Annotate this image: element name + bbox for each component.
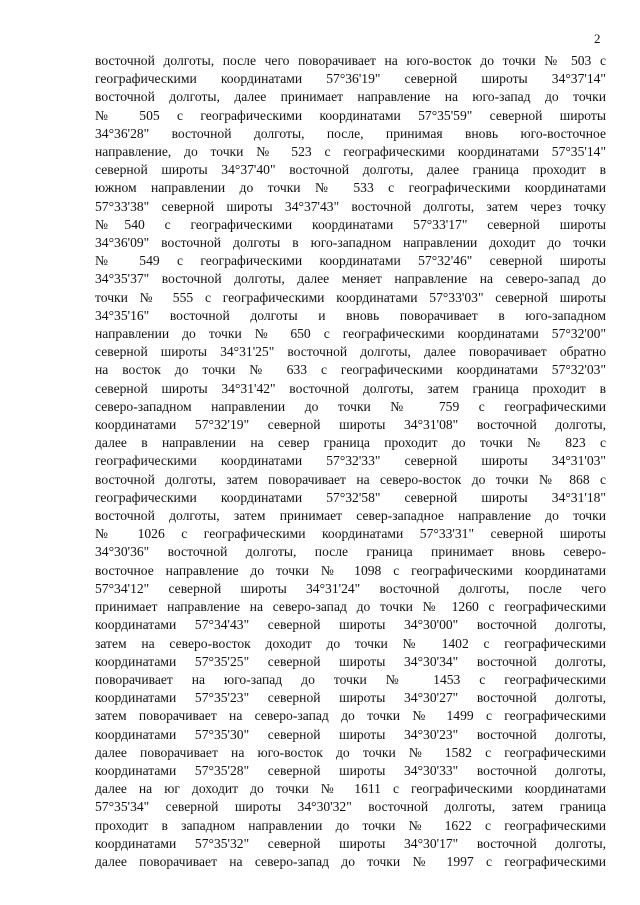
text-line: северной широты 34°31'42" восточной долготы, затем граница проходит в <box>95 380 606 396</box>
text-line: 57°33'38" северной широты 34°37'43" восточной долготы, затем через точку <box>95 198 606 214</box>
text-line: восточной долготы, затем поворачивает на северо-восток до точки № 868 с <box>95 471 606 487</box>
text-line: 34°35'37" восточной долготы, далее меняет направление на северо-запад до <box>95 271 606 287</box>
text-line: 34°35'16" восточной долготы и вновь поворачивает в юго-западном <box>95 307 606 323</box>
text-line: 34°36'09" восточной долготы в юго-западном направлении доходит до точки <box>95 235 606 251</box>
text-line: 34°36'28" восточной долготы, после, принимая вновь юго-восточное <box>95 125 606 141</box>
text-line: координатами 57°32'19" северной широты 34°31'08" восточной долготы, <box>95 417 606 433</box>
text-line: проходит в западном направлении до точки № 1622 с географическими <box>95 817 606 833</box>
text-line: координатами 57°35'23" северной широты 34°30'27" восточной долготы, <box>95 690 606 706</box>
page-number: 2 <box>594 31 601 46</box>
text-line: поворачивает на юго-запад до точки № 1453 с географическими <box>95 671 606 687</box>
text-line: координатами 57°35'28" северной широты 34°30'33" восточной долготы, <box>95 762 606 778</box>
text-line: затем на северо-восток доходит до точки № 1402 с географическими <box>95 635 606 651</box>
text-line: № 549 с географическими координатами 57°32'46" северной широты <box>95 253 606 269</box>
text-line: координатами 57°35'30" северной широты 34°30'23" восточной долготы, <box>95 726 606 742</box>
text-line: далее на юг доходит до точки № 1611 с географическими координатами <box>95 781 606 797</box>
text-line: точки № 555 с географическими координатами 57°33'03" северной широты <box>95 289 606 305</box>
text-line: координатами 57°35'25" северной широты 34°30'34" восточной долготы, <box>95 653 606 669</box>
text-line: № 505 с географическими координатами 57°35'59" северной широты <box>95 107 606 123</box>
text-line: восточной долготы, далее принимает направление на юго-запад до точки <box>95 89 606 105</box>
text-line: географическими координатами 57°32'58" северной широты 34°31'18" <box>95 489 606 505</box>
text-line: направление, до точки № 523 с географическими координатами 57°35'14" <box>95 144 606 160</box>
text-line: направлении до точки № 650 с географическими координатами 57°32'00" <box>95 326 606 342</box>
text-line: северо-западном направлении до точки № 759 с географическими <box>95 398 606 414</box>
text-line: 57°35'34" северной широты 34°30'32" восточной долготы, затем граница <box>95 799 606 815</box>
text-line: принимает направление на северо-запад до точки № 1260 с географическими <box>95 599 606 615</box>
text-line: северной широты 34°37'40" восточной долготы, далее граница проходит в <box>95 162 606 178</box>
text-line: восточное направление до точки № 1098 с географическими координатами <box>95 562 606 578</box>
text-line: далее поворачивает на юго-восток до точки № 1582 с географическими <box>95 744 606 760</box>
text-line: затем поворачивает на северо-запад до точки № 1499 с географическими <box>95 708 606 724</box>
text-line: 34°30'36" восточной долготы, после граница принимает вновь северо- <box>95 544 606 560</box>
text-line: далее в направлении на север граница проходит до точки № 823 с <box>95 435 606 451</box>
text-line: 57°34'12" северной широты 34°31'24" восточной долготы, после чего <box>95 580 606 596</box>
text-line: географическими координатами 57°36'19" северной широты 34°37'14" <box>95 71 606 87</box>
text-line: далее поворачивает на северо-запад до точки № 1997 с географическими <box>95 853 606 869</box>
text-line: восточной долготы, затем принимает север-западное направление до точки <box>95 508 606 524</box>
body-text <box>95 52 606 871</box>
text-line: № 1026 с географическими координатами 57°33'31" северной широты <box>95 526 606 542</box>
text-line: южном направлении до точки № 533 с географическими координатами <box>95 180 606 196</box>
text-line: северной широты 34°31'25" восточной долготы, далее поворачивает обратно <box>95 344 606 360</box>
text-line: координатами 57°35'32" северной широты 34°30'17" восточной долготы, <box>95 835 606 851</box>
text-line: географическими координатами 57°32'33" северной широты 34°31'03" <box>95 453 606 469</box>
text-line: №540 с географическими координатами 57°33'17" северной широты <box>95 216 606 232</box>
text-line: на восток до точки № 633 с географическими координатами 57°32'03" <box>95 362 606 378</box>
text-line: координатами 57°34'43" северной широты 34°30'00" восточной долготы, <box>95 617 606 633</box>
text-line: восточной долготы, после чего поворачивает на юго-восток до точки № 503 с <box>95 53 606 68</box>
